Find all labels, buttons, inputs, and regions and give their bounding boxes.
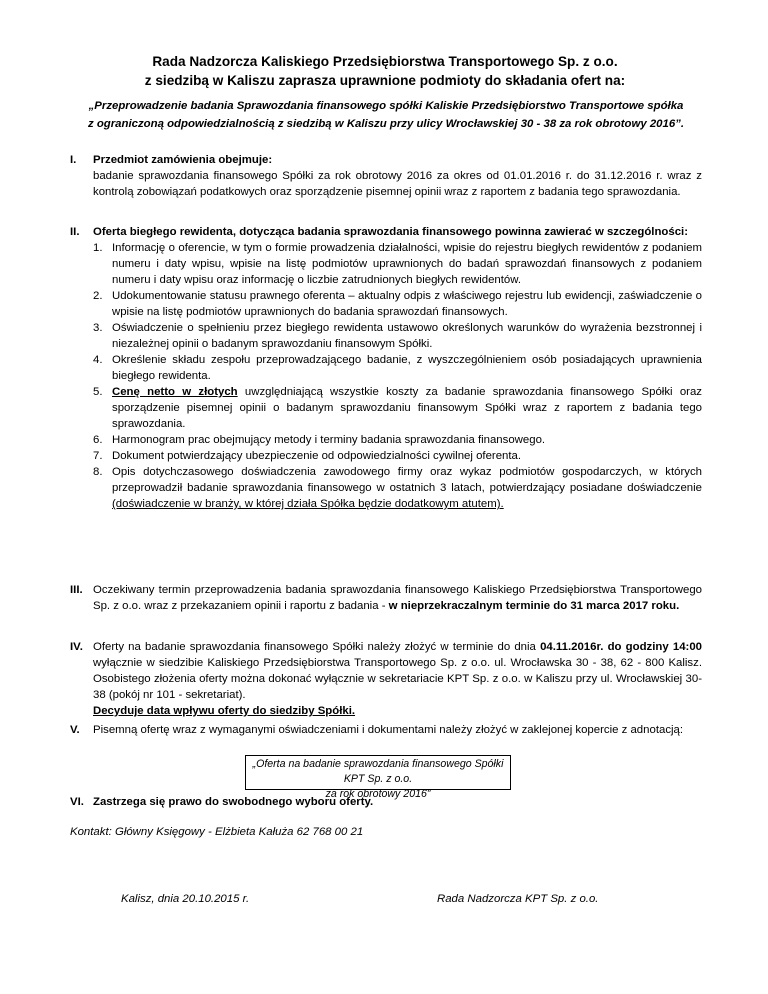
section-1-heading: Przedmiot zamówienia obejmuje: bbox=[93, 154, 273, 166]
list-item-number: 6. bbox=[93, 434, 103, 446]
section-4-number: IV. bbox=[70, 641, 83, 653]
list-item-text: Informację o oferencie, w tym o formie prowadzenia działalności, wpisie do rejestru biegłych rewidentów z podaniem numeru i daty wpisu, wpisie na listę podmiotów uprawnionych do badań sprawozdań finansowych z podaniem numeru i daty wpisu oraz informację o liczbie zatrudnionych biegłych rewidentów. bbox=[112, 242, 702, 286]
list-item-text: Określenie składu zespołu przeprowadzającego badanie, z wyszczególnieniem osób posiadających uprawnienia biegłego rewidenta. bbox=[112, 354, 702, 382]
contact-line: Kontakt: Główny Księgowy - Elżbieta Kałuża 62 768 00 21 bbox=[70, 826, 364, 838]
list-item-number: 4. bbox=[93, 354, 103, 366]
header-line-2: z siedzibą w Kaliszu zaprasza uprawnione podmioty do składania ofert na: bbox=[144, 73, 626, 88]
experience-note: (doświadczenie w branży, w której działa Spółka będzie dodatkowym atutem). bbox=[112, 498, 504, 510]
list-item bbox=[93, 320, 702, 352]
subtitle-line-1: „Przeprowadzenie badania Sprawozdania finansowego spółki Kaliskie Przedsiębiorstwo Transportowe spółka bbox=[88, 100, 684, 112]
section-3 bbox=[70, 582, 702, 614]
section-2-list bbox=[93, 240, 702, 512]
section-6-number: VI. bbox=[70, 796, 84, 808]
signature: Rada Nadzorcza KPT Sp. z o.o. bbox=[437, 893, 599, 905]
list-item-text: Udokumentowanie statusu prawnego oferenta – aktualny odpis z właściwego rejestru lub ewidencji, zaświadczenie o wpisie na listę podmiotów uprawnionych do badania sprawozdań finansowych. bbox=[112, 290, 702, 318]
section-4-text-continued: wyłącznie w siedzibie Kaliskiego Przedsiębiorstwa Transportowego Sp. z o.o. ul. Wrocławska 30 - 38, 62 - 800 Kalisz. Osobistego złożenia oferty można dokonać wyłącznie w sekretariacie KPT Sp. z o.o. w Kaliszu przy ul. Wrocławskiej 30-38 (pokój nr 101 - sekretariat). bbox=[93, 657, 702, 701]
list-item-text: uwzględniającą wszystkie koszty za badanie sprawozdania finansowego Spółki oraz sporządzenie pisemnej opinii o badanym sprawozdaniu finansowym Spółki wraz z raportem z badania tego sprawozdania. bbox=[112, 386, 702, 430]
section-1 bbox=[70, 152, 702, 200]
list-item-text: Harmonogram prac obejmujący metody i terminy badania sprawozdania finansowego. bbox=[112, 434, 546, 446]
section-1-number: I. bbox=[70, 154, 77, 166]
section-5-number: V. bbox=[70, 724, 80, 736]
section-1-text: badanie sprawozdania finansowego Spółki za rok obrotowy 2016 za okres od 01.01.2016 r. do 31.12.2016 r. wraz z kontrolą zobowiązań podatkowych oraz sporządzenie pisemnej opinii wraz z raportem z badania tego sprawozdania. bbox=[93, 170, 702, 198]
section-3-number: III. bbox=[70, 584, 83, 596]
list-item bbox=[93, 352, 702, 384]
price-emphasis: Cenę netto w złotych bbox=[112, 386, 238, 398]
section-5-text: Pisemną ofertę wraz z wymaganymi oświadczeniami i dokumentami należy złożyć w zaklejonej kopercie z adnotacją: bbox=[93, 724, 684, 736]
section-4 bbox=[70, 639, 702, 719]
receipt-date-note: Decyduje data wpływu oferty do siedziby Spółki. bbox=[93, 705, 356, 717]
list-item-number: 8. bbox=[93, 466, 103, 478]
list-item bbox=[93, 464, 702, 512]
section-3-text: Oczekiwany termin przeprowadzenia badania sprawozdania finansowego Kaliskiego Przedsiębiorstwa Transportowego Sp. z o.o. wraz z przekazaniem opinii i raportu z badania - bbox=[93, 584, 702, 612]
place-date: Kalisz, dnia 20.10.2015 r. bbox=[121, 893, 250, 905]
list-item bbox=[93, 240, 702, 288]
section-4-text: Oferty na badanie sprawozdania finansowego Spółki należy złożyć w terminie do dnia bbox=[93, 641, 541, 653]
submission-deadline: 04.11.2016r. do godziny 14:00 bbox=[540, 641, 702, 653]
section-5 bbox=[70, 722, 702, 738]
list-item bbox=[93, 288, 702, 320]
list-item-number: 3. bbox=[93, 322, 103, 334]
list-item-number: 2. bbox=[93, 290, 103, 302]
section-6 bbox=[70, 794, 702, 810]
list-item-text: Oświadczenie o spełnieniu przez biegłego rewidenta ustawowo określonych warunków do wyrażenia bezstronnej i niezależnej opinii o badanym sprawozdaniu finansowym Spółki. bbox=[112, 322, 702, 350]
subtitle-line-2: z ograniczoną odpowiedzialnością z siedzibą w Kaliszu przy ulicy Wrocławskiej 30 - 38 za rok obrotowy 2016”. bbox=[87, 118, 685, 130]
envelope-annotation-box bbox=[245, 755, 511, 800]
envelope-annotation-line-2: za rok obrotowy 2016” bbox=[325, 788, 431, 800]
list-item bbox=[93, 384, 702, 432]
header-line-1: Rada Nadzorcza Kaliskiego Przedsiębiorstwa Transportowego Sp. z o.o. bbox=[152, 54, 618, 69]
list-item-text: Dokument potwierdzający ubezpieczenie od odpowiedzialności cywilnej oferenta. bbox=[112, 450, 522, 462]
section-2 bbox=[70, 224, 702, 512]
envelope-annotation-line-1: „Oferta na badanie sprawozdania finansowego Spółki KPT Sp. z o.o. bbox=[252, 758, 504, 785]
list-item-number: 5. bbox=[93, 386, 103, 398]
section-6-text: Zastrzega się prawo do swobodnego wyboru oferty. bbox=[93, 796, 374, 808]
section-2-heading: Oferta biegłego rewidenta, dotycząca badania sprawozdania finansowego powinna zawierać w szczególności: bbox=[93, 226, 688, 238]
list-item-number: 1. bbox=[93, 242, 103, 254]
list-item-number: 7. bbox=[93, 450, 103, 462]
deadline-emphasis: w nieprzekraczalnym terminie do 31 marca 2017 roku. bbox=[388, 600, 680, 612]
list-item bbox=[93, 448, 702, 464]
list-item bbox=[93, 432, 702, 448]
list-item-text: Opis dotychczasowego doświadczenia zawodowego firmy oraz wykaz podmiotów gospodarczych, w których przeprowadził badanie sprawozdania finansowego w ostatnich 3 latach, potwierdzający posiadane doświadczenie bbox=[112, 466, 702, 494]
section-2-number: II. bbox=[70, 226, 80, 238]
